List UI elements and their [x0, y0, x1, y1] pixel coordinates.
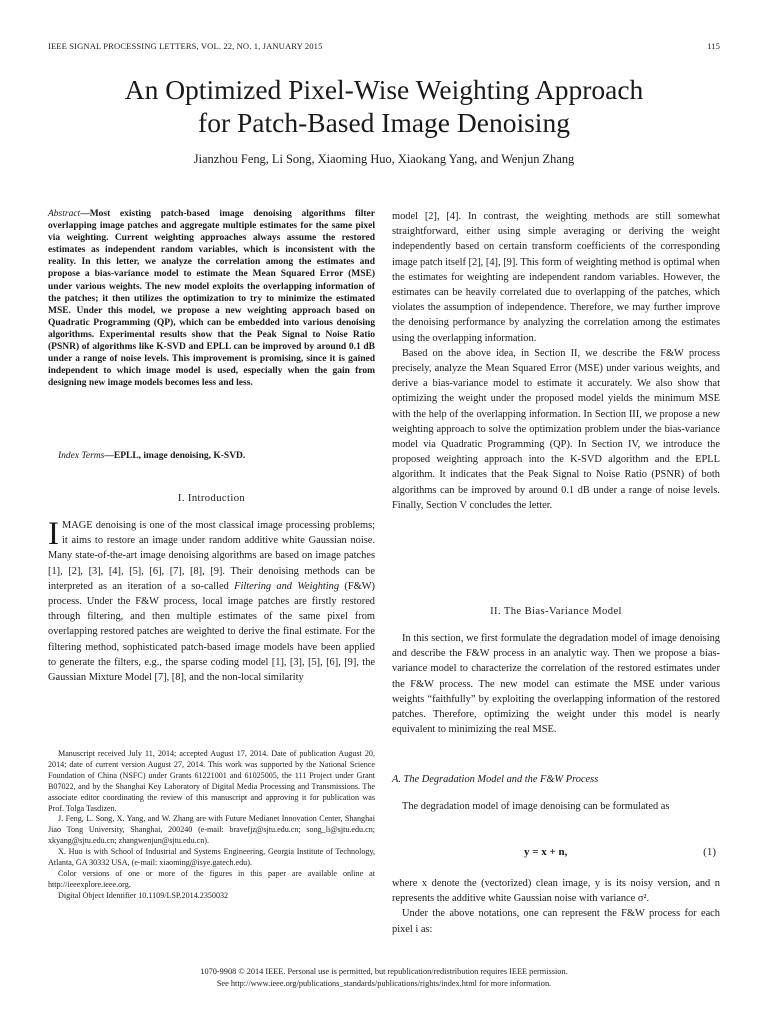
- footnote-manuscript: Manuscript received July 11, 2014; accepted August 17, 2014. Date of publication August 20, 2014; date of current version August 27, 2014. This work was supported by the National Science Foundation of China (NSFC) under Grants 61221001 and 61025005, the 111 Project under Grant B07022, and by the Shanghai Key Laboratory of Digital Media Processing and Transmissions. The associate editor coordinating the review of this manuscript and approving it for publication was Prof. Tolga Tasdizen.: [48, 749, 375, 813]
- abstract-text: —Most existing patch-based image denoising algorithms filter overlapping image patches and aggregate multiple estimates for the same pixel via weighting. Current weighting approaches always assume the restored estimates as independent random variables, which is inconsistent with the reality. In this letter, we analyze the correlation among the estimates and propose a bias-variance model to estimate the Mean Squared Error (MSE) under various weights. The new model exploits the overlapping information of the patches; it then utilizes the optimization to try to minimize the estimated MSE. Under this model, we propose a new weighting approach based on Quadratic Programming (QP), which can be embedded into various denoising algorithms. Experimental results show that the Peak Signal to Noise Ratio (PSNR) of algorithms like K-SVD and EPLL can be improved by around 0.1 dB under a range of noise levels. This improvement is promising, since it is gained independent to which image model is used, especially when the gain from designing new image models becomes less and less.: [48, 209, 375, 389]
- paragraph-fw-process: Under the above notations, one can represent the F&W process for each pixel i as:: [392, 908, 720, 935]
- section-heading-bias-variance: II. The Bias-Variance Model: [490, 606, 622, 617]
- section2-body: [392, 631, 720, 737]
- introduction-paragraph: [48, 518, 375, 685]
- section-heading-introduction: I. Introduction: [177, 493, 246, 504]
- footnote-affiliation-gatech: X. Huo is with School of Industrial and Systems Engineering, Georgia Institute of Technology, Atlanta, GA 30332 USA, (e-mail: xiaoming@isye.gatech.edu).: [48, 847, 375, 868]
- journal-name: IEEE SIGNAL PROCESSING LETTERS, VOL. 22, NO. 1, JANUARY 2015: [48, 41, 323, 51]
- title-line-2: for Patch-Based Image Denoising: [198, 107, 570, 138]
- abstract: [48, 208, 375, 389]
- index-terms-label: Index Terms: [58, 451, 105, 461]
- page-number: 115: [707, 41, 720, 51]
- paper-title: [40, 73, 728, 139]
- footnote-color-versions: Color versions of one or more of the figures in this paper are available online at http://ieeexplore.ieee.org.: [48, 868, 375, 889]
- title-line-1: An Optimized Pixel-Wise Weighting Approach: [124, 74, 644, 105]
- paragraph-notation: where x denote the (vectorized) clean image, y is its noisy version, and n represents the additive white Gaussian noise with variance σ².: [392, 878, 720, 905]
- intro-text: MAGE denoising is one of the most classical image processing problems; it aims to restore an image under random additive white Gaussian noise. Many state-of-the-art image denoising algorithms are based on image patches [1], [2], [3], [4], [5], [6], [7], [8], [9]. Their denoising methods can be interpreted as an iteration of a so-called: [48, 520, 375, 592]
- author-list: Jianzhou Feng, Li Song, Xiaoming Huo, Xiaokang Yang, and Wenjun Zhang: [193, 152, 575, 166]
- footnote-affiliation-sjtu: J. Feng, L. Song, X. Yang, and W. Zhang are with Future Medianet Innovation Center, Shanghai Jiao Tong University, Shanghai, 200240 (e-mail: bravefjz@sjtu.edu.cn; song_li@sjtu.edu.cn; xkyang@sjtu.edu.cn; zhangwenjun@sjtu.edu.cn).: [48, 814, 375, 846]
- intro-emphasis: Filtering and Weighting: [234, 580, 340, 592]
- index-terms: [48, 450, 375, 462]
- degradation-text: [392, 799, 720, 814]
- abstract-label: Abstract: [48, 209, 81, 219]
- running-header: [48, 41, 720, 55]
- paragraph-weighting-methods: model [2], [4]. In contrast, the weighting methods are still somewhat straightforward, either using simple averaging or deriving the weight independently based on certain transform coefficients of the corresponding image patch itself [2], [4], [9]. This form of weighting method is optimal when the estimates for weighting are independent random variables. However, the estimates can be heavily correlated due to overlapping of the patches, which violates the assumption of independence. Therefore, we may further improve the denoising performance by analyzing the correlation among the estimates using the overlapping information.: [392, 211, 720, 344]
- footnotes: [48, 749, 375, 902]
- index-terms-text: —EPLL, image denoising, K-SVD.: [104, 451, 246, 461]
- equation-number: (1): [703, 846, 716, 858]
- equation-1: [392, 844, 720, 866]
- drop-cap: I: [48, 516, 59, 552]
- copyright-notice: [40, 966, 728, 990]
- paragraph-section2-intro: In this section, we first formulate the degradation model of image denoising and describe the F&W process in an analytic way. Then we propose a bias-variance model to characterize the correlation of the restored estimates under the F&W process. The new model can estimate the MSE under various weights “faithfully” by exploiting the overlapping information of the restored patches. Therefore, optimizing the weight under this model is nearly equivalent to minimizing the real MSE.: [392, 633, 720, 736]
- copyright-line-1: 1070-9908 © 2014 IEEE. Personal use is permitted, but republication/redistribution requires IEEE permission.: [200, 967, 568, 976]
- copyright-line-2: See http://www.ieee.org/publications_standards/publications/rights/index.html for more information.: [216, 979, 552, 988]
- right-column: [392, 209, 720, 513]
- footnote-doi: Digital Object Identifier 10.1109/LSP.2014.2350032: [58, 890, 229, 900]
- post-equation-text: [392, 876, 720, 937]
- intro-text-tail: (F&W) process. Under the F&W process, local image patches are firstly restored through filtering, and then multiple estimates of the same pixel from overlapping restored patches are weighted to derive the final estimate. For the filtering method, sophisticated patch-based image models have been applied to generate the filters, e.g., the sparse coding model [1], [3], [5], [6], [9], the Gaussian Mixture Model [7], [8], and the non-local similarity: [48, 580, 375, 684]
- equation-body: y = x + n,: [524, 846, 568, 858]
- subsection-heading-degradation: A. The Degradation Model and the F&W Process: [392, 774, 599, 785]
- paragraph-outline: Based on the above idea, in Section II, we describe the F&W process precisely, analyze the Mean Squared Error (MSE) under various weights, and derive a bias-variance model to estimate it accurately. We also show that optimizing the weight under the proposed model yields the minimum MSE with the help of the overlapping information. In Section III, we propose a new weighting approach to solve the optimization problem under the bias-variance model via Quadratic Programming (QP). In Section IV, we introduce the proposed weighting approach into the K-SVD algorithm and the EPLL algorithm. It indicates that the Peak Signal to Noise Ratio (PSNR) of both algorithms can be improved by around 0.1 dB under a range of noise levels. Finally, Section V concludes the letter.: [392, 347, 720, 511]
- paragraph-degradation: The degradation model of image denoising can be formulated as: [402, 801, 670, 812]
